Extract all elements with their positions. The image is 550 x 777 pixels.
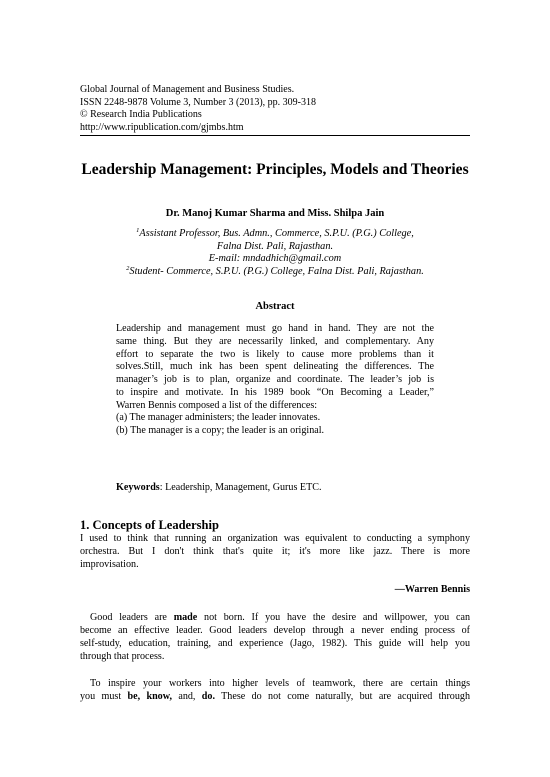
journal-header xyxy=(80,84,470,134)
abstract-line: solves.Still, much ink has been spent delineating the differences. The xyxy=(116,361,434,373)
abstract-line: Warren Bennis composed a list of the differences: xyxy=(116,399,318,411)
abstract-line: (a) The manager administers; the leader innovates. xyxy=(116,412,321,424)
text-run: you must xyxy=(80,691,128,703)
abstract-line: same thing. But they are necessarily linked, and complementary. Any xyxy=(116,335,434,347)
journal-name: Global Journal of Management and Business Studies. xyxy=(80,84,295,95)
abstract-line: manager’s job is to plan, organize and coordinate. The leader’s job is xyxy=(116,374,434,385)
keywords-text: : Leadership, Management, Gurus ETC. xyxy=(159,482,322,493)
text-run: and, xyxy=(171,691,202,703)
quote-attribution: —Warren Bennis xyxy=(394,584,470,595)
paragraph-line: through that process. xyxy=(80,651,165,663)
text-run: Good leaders are xyxy=(90,612,174,623)
emphasis-do: do. xyxy=(201,691,215,703)
paragraph xyxy=(80,677,470,703)
keywords xyxy=(116,482,322,493)
abstract-line: (b) The manager is a copy; the leader is an original. xyxy=(116,425,325,436)
quote-line: improvisation. xyxy=(80,559,139,571)
epigraph-quote xyxy=(80,532,470,571)
affiliation-text: Student- Commerce, S.P.U. (P.G.) College, Falna Dist. Pali, Rajasthan. xyxy=(129,265,424,277)
keywords-label: Keywords xyxy=(116,482,160,493)
author-affiliations xyxy=(80,228,470,278)
section-heading: 1. Concepts of Leadership xyxy=(80,518,219,532)
affiliation-location: Falna Dist. Pali, Rajasthan. xyxy=(216,240,334,252)
paper-title: Leadership Management: Principles, Models and Theories xyxy=(81,161,469,178)
abstract-heading: Abstract xyxy=(255,301,295,312)
quote-line: I used to think that running an organization was equivalent to conducting a symphony xyxy=(80,533,470,544)
text-run: not born. If you have the desire and willpower, you can xyxy=(197,612,470,623)
paragraph-line: self-study, education, training, and experience (Jago, 1982). This guide will help you xyxy=(80,638,470,650)
paragraph-line xyxy=(80,690,470,703)
journal-copyright: © Research India Publications xyxy=(80,109,202,121)
header-rule xyxy=(80,135,470,136)
journal-url[interactable]: http://www.ripublication.com/gjmbs.htm xyxy=(80,121,244,133)
abstract-line: to inspire and motivate. In his 1989 book “On Becoming a Leader,” xyxy=(116,386,434,398)
paragraph-line: To inspire your workers into higher levels of teamwork, there are certain things xyxy=(90,678,470,689)
abstract-line: Leadership and management must go hand in hand. They are not the xyxy=(116,323,434,334)
quote-line: orchestra. But I don't think that's quite it; it's more like jazz. There is more xyxy=(80,546,470,558)
affiliation-line xyxy=(80,228,470,241)
abstract-body xyxy=(116,323,434,438)
paragraph-line xyxy=(80,611,470,624)
affiliation-line xyxy=(80,266,470,279)
text-run: These do not come naturally, but are acquired through xyxy=(214,691,470,703)
emphasis-be-know: be, know, xyxy=(127,691,172,703)
affiliation-marker: 2 xyxy=(126,264,130,272)
affiliation-marker: 1 xyxy=(136,227,140,234)
journal-issn: ISSN 2248-9878 Volume 3, Number 3 (2013), pp. 309-318 xyxy=(80,96,317,108)
affiliation-text: Assistant Professor, Bus. Admn., Commerce, S.P.U. (P.G.) College, xyxy=(139,228,414,239)
abstract-line: effort to separate the two is likely to cause more problems than it xyxy=(116,348,434,360)
paper-authors: Dr. Manoj Kumar Sharma and Miss. Shilpa Jain xyxy=(165,208,385,219)
author-email[interactable]: E-mail: mndadhich@gmail.com xyxy=(208,253,342,265)
paragraph-line: become an effective leader. Good leaders develop through a never ending process of xyxy=(80,625,470,637)
paragraph xyxy=(80,611,470,663)
emphasis-made: made xyxy=(173,612,198,623)
